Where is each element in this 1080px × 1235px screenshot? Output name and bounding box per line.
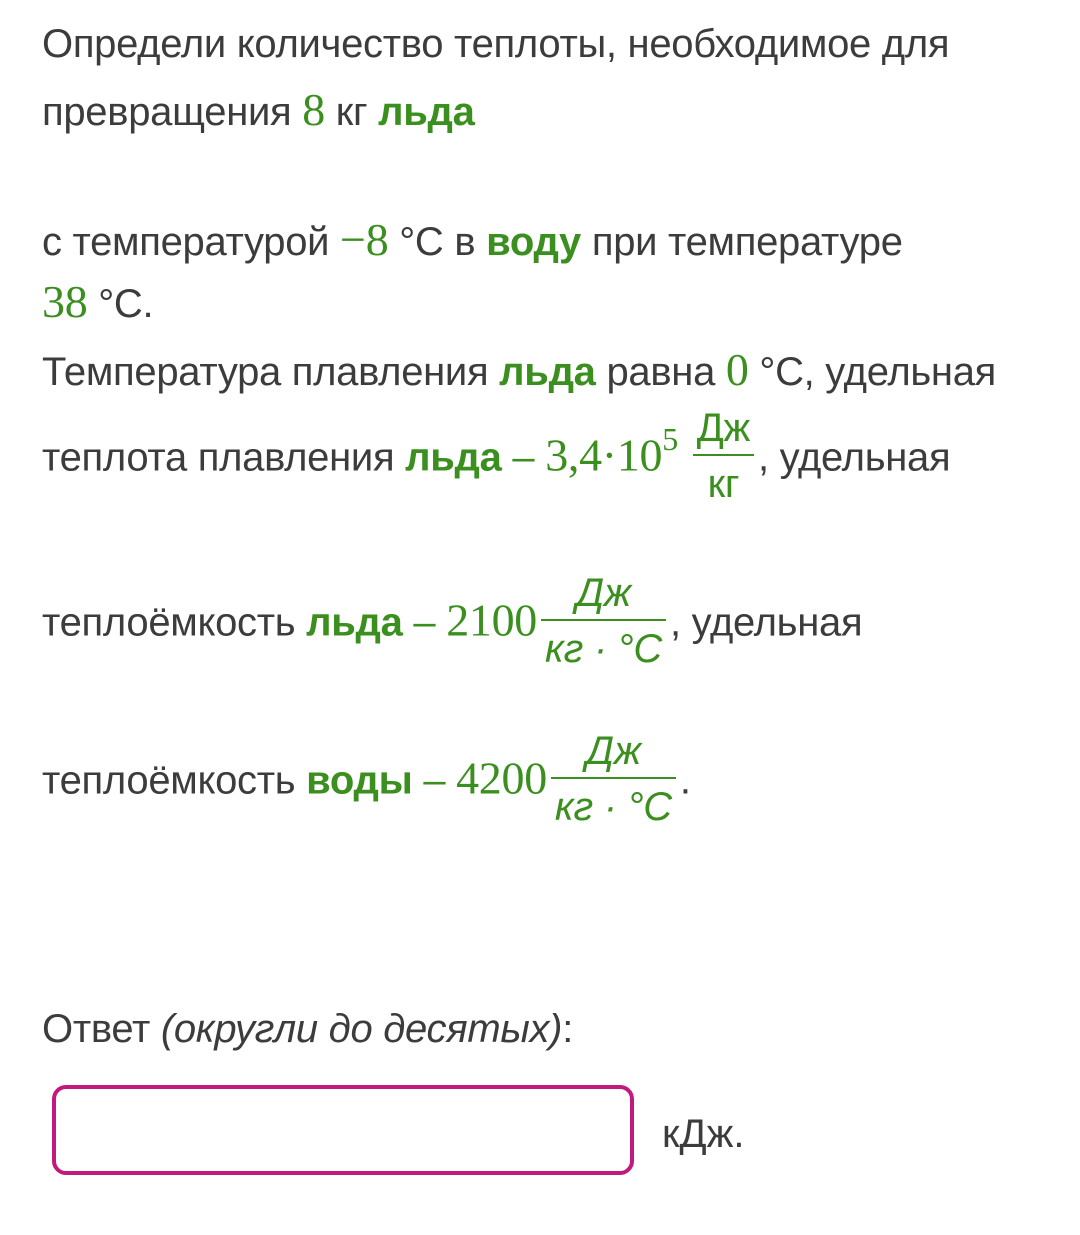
task-line-5: [42, 342, 996, 397]
substance-ice: льда: [499, 350, 596, 394]
water-heat-capacity-unit-fraction: [551, 729, 676, 829]
answer-input[interactable]: [52, 1085, 634, 1175]
latent-heat-value: 3,4·10: [545, 429, 663, 481]
latent-heat-exponent: 5: [662, 421, 678, 458]
mass-value: 8: [302, 84, 325, 135]
answer-unit: кДж.: [662, 1112, 745, 1156]
ice-heat-capacity-value: 2100: [446, 594, 538, 646]
substance-water: воды: [306, 758, 413, 803]
fraction-numerator: Дж: [575, 571, 632, 615]
task-text: °C в: [399, 220, 476, 264]
dash: –: [423, 758, 446, 803]
task-text: превращения: [42, 90, 292, 134]
task-text: .: [679, 758, 691, 803]
task-text: , удельная: [669, 600, 863, 645]
task-line-7: [42, 571, 863, 675]
latent-heat-unit-fraction: [693, 406, 754, 506]
task-line-1: [42, 20, 949, 68]
fraction-numerator: Дж: [585, 729, 641, 773]
task-line-4: [42, 274, 153, 329]
task-line-3: [42, 212, 903, 267]
answer-label-text: Ответ: [42, 1007, 150, 1051]
task-text: °C, удельная: [759, 350, 997, 394]
substance-water: воду: [486, 220, 581, 264]
task-line-8: [42, 729, 691, 833]
fraction-denominator: кг · °C: [551, 777, 676, 829]
fraction-denominator: кг · °C: [541, 619, 666, 671]
fraction-denominator: кг: [693, 454, 754, 506]
answer-colon: :: [562, 1007, 574, 1051]
mass-unit: кг: [335, 90, 368, 134]
start-temperature: −8: [340, 214, 389, 265]
substance-ice: льда: [405, 435, 502, 480]
task-text: , удельная: [758, 435, 951, 480]
task-line-6: [42, 406, 951, 510]
task-text: равна: [606, 350, 716, 394]
ice-heat-capacity-unit-fraction: [541, 571, 666, 671]
task-line-2: [42, 82, 475, 137]
water-heat-capacity-value: 4200: [456, 752, 547, 804]
task-text: при температуре: [591, 220, 903, 264]
substance-ice: льда: [306, 600, 403, 645]
task-text: Температура плавления: [42, 350, 489, 394]
answer-label: [42, 1005, 573, 1053]
answer-hint: (округли до десятых): [160, 1007, 563, 1051]
task-text: с температурой: [42, 220, 330, 264]
end-temperature: 38: [42, 276, 88, 327]
fraction-numerator: Дж: [696, 406, 751, 450]
dash: –: [512, 435, 535, 480]
task-text: °C.: [98, 282, 154, 326]
task-text: теплота плавления: [42, 435, 395, 480]
substance-ice: льда: [378, 90, 475, 134]
task-text: теплоёмкость: [42, 600, 296, 645]
task-text: Определи количество теплоты, необходимое для: [42, 22, 950, 66]
task-text: теплоёмкость: [42, 758, 296, 803]
dash: –: [413, 600, 436, 645]
melting-temperature: 0: [725, 344, 749, 395]
